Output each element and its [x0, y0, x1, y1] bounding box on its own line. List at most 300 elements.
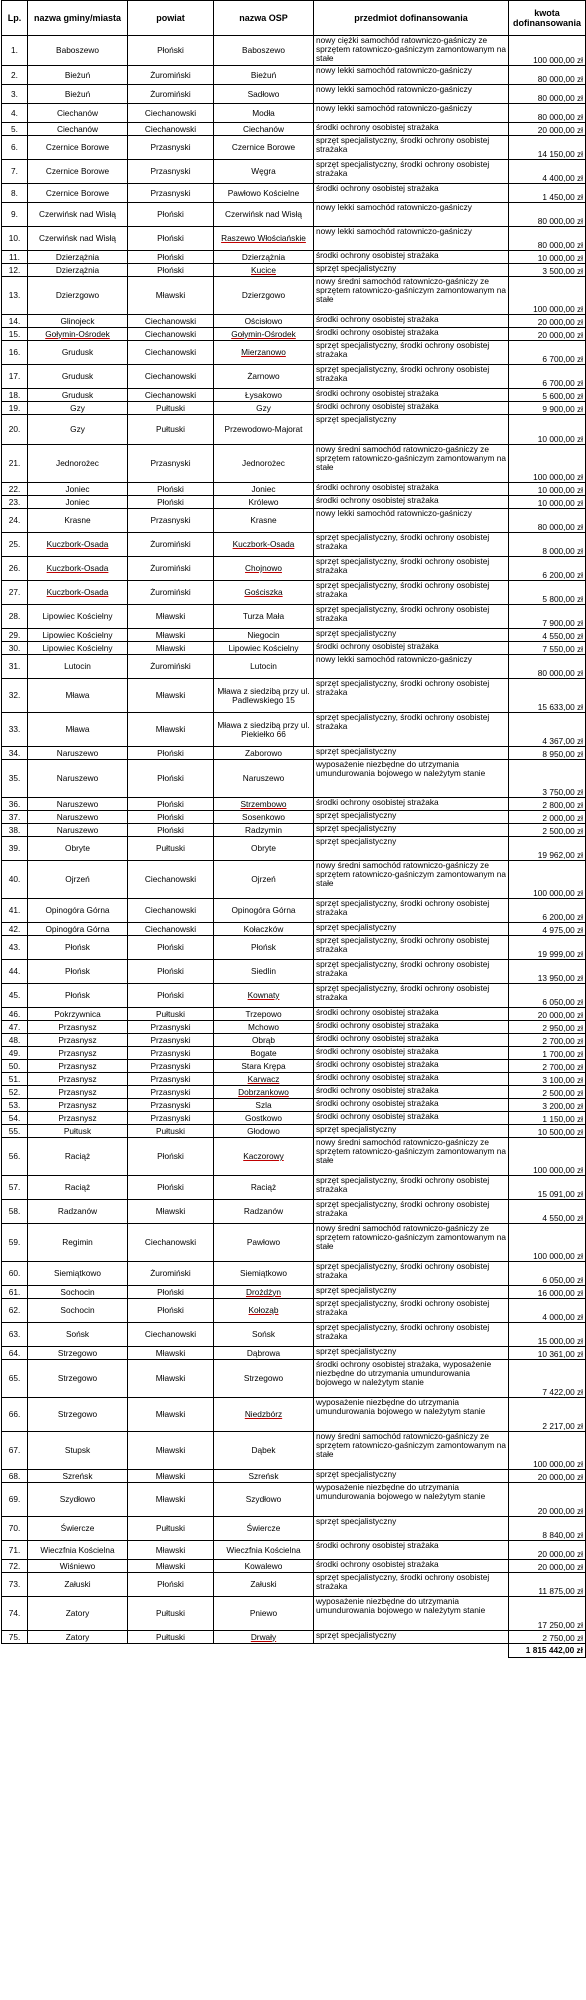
table-row: [2, 1573, 586, 1597]
row-kwota: 16 000,00 zł: [509, 1286, 586, 1299]
row-osp: Krasne: [214, 509, 314, 533]
row-osp: Kownaty: [214, 984, 314, 1008]
row-przedmiot: sprzęt specjalistyczny, środki ochrony osobistej strażaka: [314, 136, 509, 160]
row-lp: 62.: [2, 1299, 28, 1323]
table-row: [2, 1034, 586, 1047]
row-lp: 74.: [2, 1597, 28, 1631]
row-osp: Raciąż: [214, 1176, 314, 1200]
row-gmina: Raciąż: [28, 1138, 128, 1176]
row-przedmiot: wyposażenie niezbędne do utrzymania umundurowania bojowego w należytym stanie: [314, 1483, 509, 1517]
table-row: [2, 415, 586, 445]
row-osp: Sadłowo: [214, 85, 314, 104]
row-powiat: Płoński: [128, 747, 214, 760]
row-powiat: Mławski: [128, 629, 214, 642]
row-przedmiot: wyposażenie niezbędne do utrzymania umundurowania bojowego w należytym stanie: [314, 1597, 509, 1631]
row-przedmiot: sprzęt specjalistyczny: [314, 1470, 509, 1483]
row-osp: Przewodowo-Majorat: [214, 415, 314, 445]
row-lp: 44.: [2, 960, 28, 984]
row-osp: Czernice Borowe: [214, 136, 314, 160]
row-powiat: Żuromiński: [128, 85, 214, 104]
row-lp: 59.: [2, 1224, 28, 1262]
row-powiat: Ciechanowski: [128, 104, 214, 123]
table-row: [2, 655, 586, 679]
row-gmina: Zatory: [28, 1597, 128, 1631]
row-lp: 67.: [2, 1432, 28, 1470]
table-row: [2, 66, 586, 85]
row-osp: Baboszewo: [214, 36, 314, 66]
row-lp: 1.: [2, 36, 28, 66]
row-kwota: 20 000,00 zł: [509, 315, 586, 328]
row-kwota: 2 950,00 zł: [509, 1021, 586, 1034]
row-gmina: Przasnysz: [28, 1034, 128, 1047]
row-lp: 63.: [2, 1323, 28, 1347]
table-row: [2, 315, 586, 328]
row-kwota: 15 633,00 zł: [509, 679, 586, 713]
row-gmina: Kuczbork-Osada: [28, 533, 128, 557]
row-gmina: Przasnysz: [28, 1086, 128, 1099]
row-przedmiot: nowy lekki samochód ratowniczo-gaśniczy: [314, 85, 509, 104]
row-lp: 39.: [2, 837, 28, 861]
row-gmina: Joniec: [28, 483, 128, 496]
row-przedmiot: środki ochrony osobistej strażaka: [314, 402, 509, 415]
row-gmina: Opinogóra Górna: [28, 899, 128, 923]
row-osp: Łysakowo: [214, 389, 314, 402]
row-kwota: 4 000,00 zł: [509, 1299, 586, 1323]
row-przedmiot: środki ochrony osobistej strażaka: [314, 483, 509, 496]
row-gmina: Naruszewo: [28, 747, 128, 760]
row-osp: Trzepowo: [214, 1008, 314, 1021]
row-gmina: Kuczbork-Osada: [28, 557, 128, 581]
row-przedmiot: nowy lekki samochód ratowniczo-gaśniczy: [314, 203, 509, 227]
row-osp: Mława z siedzibą przy ul. Piekiełko 66: [214, 713, 314, 747]
row-powiat: Ciechanowski: [128, 1323, 214, 1347]
table-row: [2, 629, 586, 642]
row-gmina: Stupsk: [28, 1432, 128, 1470]
row-gmina: Płońsk: [28, 936, 128, 960]
row-osp: Płońsk: [214, 936, 314, 960]
row-osp: Ciechanów: [214, 123, 314, 136]
row-osp: Joniec: [214, 483, 314, 496]
row-przedmiot: sprzęt specjalistyczny, środki ochrony osobistej strażaka: [314, 605, 509, 629]
row-kwota: 100 000,00 zł: [509, 277, 586, 315]
row-kwota: 2 500,00 zł: [509, 824, 586, 837]
row-kwota: 8 000,00 zł: [509, 533, 586, 557]
row-kwota: 20 000,00 zł: [509, 328, 586, 341]
row-kwota: 20 000,00 zł: [509, 1560, 586, 1573]
row-powiat: Płoński: [128, 984, 214, 1008]
row-lp: 24.: [2, 509, 28, 533]
table-row: [2, 837, 586, 861]
row-powiat: Mławski: [128, 1470, 214, 1483]
row-przedmiot: sprzęt specjalistyczny, środki ochrony osobistej strażaka: [314, 1262, 509, 1286]
row-kwota: 7 422,00 zł: [509, 1360, 586, 1398]
row-osp: Sosenkowo: [214, 811, 314, 824]
table-row: [2, 251, 586, 264]
row-powiat: Mławski: [128, 1483, 214, 1517]
row-gmina: Wieczfnia Kościelna: [28, 1541, 128, 1560]
row-kwota: 19 999,00 zł: [509, 936, 586, 960]
row-lp: 19.: [2, 402, 28, 415]
row-gmina: Obryte: [28, 837, 128, 861]
row-powiat: Ciechanowski: [128, 861, 214, 899]
row-lp: 68.: [2, 1470, 28, 1483]
row-kwota: 6 050,00 zł: [509, 1262, 586, 1286]
row-gmina: Mława: [28, 713, 128, 747]
row-powiat: Ciechanowski: [128, 923, 214, 936]
table-row: [2, 328, 586, 341]
table-row: [2, 341, 586, 365]
row-lp: 73.: [2, 1573, 28, 1597]
row-lp: 64.: [2, 1347, 28, 1360]
row-przedmiot: sprzęt specjalistyczny, środki ochrony osobistej strażaka: [314, 557, 509, 581]
row-powiat: Mławski: [128, 1347, 214, 1360]
row-powiat: Płoński: [128, 1286, 214, 1299]
row-gmina: Strzegowo: [28, 1360, 128, 1398]
row-powiat: Przasnyski: [128, 445, 214, 483]
row-powiat: Płoński: [128, 824, 214, 837]
row-kwota: 6 050,00 zł: [509, 984, 586, 1008]
row-kwota: 100 000,00 zł: [509, 861, 586, 899]
row-przedmiot: sprzęt specjalistyczny, środki ochrony osobistej strażaka: [314, 1176, 509, 1200]
row-przedmiot: nowy średni samochód ratowniczo-gaśniczy ze sprzętem ratowniczo-gaśniczym zamontowanym na stałe: [314, 861, 509, 899]
row-powiat: Przasnyski: [128, 1112, 214, 1125]
row-kwota: 2 750,00 zł: [509, 1631, 586, 1644]
row-przedmiot: sprzęt specjalistyczny: [314, 747, 509, 760]
row-gmina: Czernice Borowe: [28, 136, 128, 160]
row-kwota: 6 700,00 zł: [509, 341, 586, 365]
row-przedmiot: środki ochrony osobistej strażaka: [314, 315, 509, 328]
row-lp: 22.: [2, 483, 28, 496]
row-osp: Pniewo: [214, 1597, 314, 1631]
row-kwota: 1 150,00 zł: [509, 1112, 586, 1125]
row-osp: Modła: [214, 104, 314, 123]
table-row: [2, 365, 586, 389]
row-gmina: Naruszewo: [28, 760, 128, 798]
row-powiat: Przasnyski: [128, 1099, 214, 1112]
row-przedmiot: nowy lekki samochód ratowniczo-gaśniczy: [314, 227, 509, 251]
row-lp: 30.: [2, 642, 28, 655]
row-przedmiot: nowy lekki samochód ratowniczo-gaśniczy: [314, 104, 509, 123]
row-przedmiot: sprzęt specjalistyczny: [314, 923, 509, 936]
row-osp: Zaborowo: [214, 747, 314, 760]
row-osp: Strzegowo: [214, 1360, 314, 1398]
table-row: [2, 1517, 586, 1541]
table-row: [2, 1073, 586, 1086]
row-kwota: 20 000,00 zł: [509, 1483, 586, 1517]
row-lp: 23.: [2, 496, 28, 509]
row-gmina: Grudusk: [28, 341, 128, 365]
row-osp: Szreńsk: [214, 1470, 314, 1483]
row-kwota: 2 700,00 zł: [509, 1034, 586, 1047]
row-gmina: Czerwińsk nad Wisłą: [28, 203, 128, 227]
table-row: [2, 1176, 586, 1200]
row-powiat: Mławski: [128, 642, 214, 655]
row-powiat: Mławski: [128, 1360, 214, 1398]
row-gmina: Przasnysz: [28, 1060, 128, 1073]
row-kwota: 20 000,00 zł: [509, 1008, 586, 1021]
row-powiat: Mławski: [128, 1541, 214, 1560]
row-powiat: Przasnyski: [128, 136, 214, 160]
row-przedmiot: sprzęt specjalistyczny, środki ochrony osobistej strażaka: [314, 341, 509, 365]
table-row: [2, 203, 586, 227]
row-powiat: Płoński: [128, 36, 214, 66]
row-kwota: 1 450,00 zł: [509, 184, 586, 203]
row-lp: 18.: [2, 389, 28, 402]
row-powiat: Mławski: [128, 1200, 214, 1224]
total-row: [2, 1644, 586, 1658]
row-gmina: Wiśniewo: [28, 1560, 128, 1573]
row-gmina: Radzanów: [28, 1200, 128, 1224]
row-przedmiot: środki ochrony osobistej strażaka: [314, 389, 509, 402]
row-kwota: 3 100,00 zł: [509, 1073, 586, 1086]
row-gmina: Szydłowo: [28, 1483, 128, 1517]
row-lp: 41.: [2, 899, 28, 923]
table-row: [2, 1262, 586, 1286]
row-lp: 66.: [2, 1398, 28, 1432]
table-row: [2, 899, 586, 923]
row-kwota: 4 400,00 zł: [509, 160, 586, 184]
table-row: [2, 509, 586, 533]
row-powiat: Przasnyski: [128, 1021, 214, 1034]
row-przedmiot: nowy lekki samochód ratowniczo-gaśniczy: [314, 655, 509, 679]
row-osp: Głodowo: [214, 1125, 314, 1138]
row-kwota: 3 750,00 zł: [509, 760, 586, 798]
row-gmina: Gołymin-Ośrodek: [28, 328, 128, 341]
row-gmina: Kuczbork-Osada: [28, 581, 128, 605]
row-osp: Drwały: [214, 1631, 314, 1644]
table-row: [2, 1432, 586, 1470]
row-przedmiot: nowy lekki samochód ratowniczo-gaśniczy: [314, 509, 509, 533]
table-row: [2, 123, 586, 136]
row-osp: Dobrzankowo: [214, 1086, 314, 1099]
row-kwota: 10 000,00 zł: [509, 415, 586, 445]
table-header-row: [2, 1, 586, 36]
row-powiat: Mławski: [128, 1560, 214, 1573]
row-powiat: Pułtuski: [128, 1008, 214, 1021]
row-gmina: Bieżuń: [28, 66, 128, 85]
row-gmina: Załuski: [28, 1573, 128, 1597]
row-powiat: Płoński: [128, 1573, 214, 1597]
row-osp: Gościszka: [214, 581, 314, 605]
row-przedmiot: środki ochrony osobistej strażaka: [314, 1099, 509, 1112]
table-row: [2, 184, 586, 203]
row-powiat: Ciechanowski: [128, 365, 214, 389]
header-gmina: nazwa gminy/miasta: [28, 1, 128, 36]
row-gmina: Szreńsk: [28, 1470, 128, 1483]
row-gmina: Świercze: [28, 1517, 128, 1541]
row-gmina: Raciąż: [28, 1176, 128, 1200]
row-powiat: Pułtuski: [128, 415, 214, 445]
row-przedmiot: środki ochrony osobistej strażaka: [314, 1086, 509, 1099]
row-powiat: Płoński: [128, 203, 214, 227]
row-lp: 17.: [2, 365, 28, 389]
table-row: [2, 642, 586, 655]
row-lp: 12.: [2, 264, 28, 277]
row-powiat: Ciechanowski: [128, 899, 214, 923]
row-powiat: Ciechanowski: [128, 341, 214, 365]
row-powiat: Mławski: [128, 1432, 214, 1470]
row-powiat: Płoński: [128, 251, 214, 264]
row-gmina: Strzegowo: [28, 1398, 128, 1432]
row-kwota: 100 000,00 zł: [509, 1432, 586, 1470]
row-osp: Radzymin: [214, 824, 314, 837]
row-gmina: Strzegowo: [28, 1347, 128, 1360]
row-powiat: Pułtuski: [128, 837, 214, 861]
row-przedmiot: sprzęt specjalistyczny: [314, 824, 509, 837]
row-powiat: Ciechanowski: [128, 328, 214, 341]
table-row: [2, 496, 586, 509]
table-row: [2, 861, 586, 899]
row-gmina: Bieżuń: [28, 85, 128, 104]
row-powiat: Mławski: [128, 679, 214, 713]
row-kwota: 5 800,00 zł: [509, 581, 586, 605]
table-row: [2, 136, 586, 160]
row-gmina: Lutocin: [28, 655, 128, 679]
row-kwota: 9 900,00 zł: [509, 402, 586, 415]
row-przedmiot: sprzęt specjalistyczny: [314, 264, 509, 277]
table-row: [2, 1112, 586, 1125]
row-powiat: Przasnyski: [128, 1034, 214, 1047]
row-lp: 51.: [2, 1073, 28, 1086]
row-powiat: Mławski: [128, 1398, 214, 1432]
row-gmina: Przasnysz: [28, 1073, 128, 1086]
row-powiat: Płoński: [128, 960, 214, 984]
row-kwota: 6 200,00 zł: [509, 557, 586, 581]
row-powiat: Mławski: [128, 713, 214, 747]
row-przedmiot: środki ochrony osobistej strażaka: [314, 1560, 509, 1573]
row-kwota: 20 000,00 zł: [509, 123, 586, 136]
row-osp: Ościsłowo: [214, 315, 314, 328]
row-powiat: Płoński: [128, 760, 214, 798]
table-row: [2, 277, 586, 315]
table-row: [2, 1323, 586, 1347]
row-lp: 28.: [2, 605, 28, 629]
row-gmina: Gzy: [28, 415, 128, 445]
row-lp: 34.: [2, 747, 28, 760]
row-lp: 38.: [2, 824, 28, 837]
row-lp: 65.: [2, 1360, 28, 1398]
row-gmina: Gzy: [28, 402, 128, 415]
row-osp: Szla: [214, 1099, 314, 1112]
row-osp: Raszewo Włościańskie: [214, 227, 314, 251]
row-osp: Naruszewo: [214, 760, 314, 798]
row-przedmiot: sprzęt specjalistyczny, środki ochrony osobistej strażaka: [314, 160, 509, 184]
row-powiat: Przasnyski: [128, 1073, 214, 1086]
row-przedmiot: sprzęt specjalistyczny: [314, 629, 509, 642]
row-powiat: Przasnyski: [128, 160, 214, 184]
row-osp: Mława z siedzibą przy ul. Padlewskiego 15: [214, 679, 314, 713]
row-przedmiot: sprzęt specjalistyczny, środki ochrony osobistej strażaka: [314, 960, 509, 984]
row-osp: Siedlin: [214, 960, 314, 984]
table-row: [2, 747, 586, 760]
row-lp: 35.: [2, 760, 28, 798]
table-row: [2, 1483, 586, 1517]
row-przedmiot: nowy ciężki samochód ratowniczo-gaśniczy ze sprzętem ratowniczo-gaśniczym zamontowanym na stałe: [314, 36, 509, 66]
row-lp: 26.: [2, 557, 28, 581]
row-przedmiot: środki ochrony osobistej strażaka: [314, 1047, 509, 1060]
row-przedmiot: środki ochrony osobistej strażaka: [314, 1073, 509, 1086]
row-kwota: 20 000,00 zł: [509, 1541, 586, 1560]
table-row: [2, 483, 586, 496]
row-przedmiot: nowy średni samochód ratowniczo-gaśniczy ze sprzętem ratowniczo-gaśniczym zamontowanym na stałe: [314, 1224, 509, 1262]
row-lp: 70.: [2, 1517, 28, 1541]
row-gmina: Sochocin: [28, 1286, 128, 1299]
row-osp: Pawłowo: [214, 1224, 314, 1262]
row-przedmiot: środki ochrony osobistej strażaka: [314, 798, 509, 811]
row-gmina: Czernice Borowe: [28, 184, 128, 203]
row-lp: 6.: [2, 136, 28, 160]
row-osp: Dzierzążnia: [214, 251, 314, 264]
row-powiat: Pułtuski: [128, 1597, 214, 1631]
row-osp: Mierzanowo: [214, 341, 314, 365]
row-kwota: 8 950,00 zł: [509, 747, 586, 760]
table-row: [2, 1021, 586, 1034]
row-lp: 57.: [2, 1176, 28, 1200]
row-osp: Jednorożec: [214, 445, 314, 483]
row-powiat: Przasnyski: [128, 184, 214, 203]
row-powiat: Przasnyski: [128, 1060, 214, 1073]
row-przedmiot: sprzęt specjalistyczny, środki ochrony osobistej strażaka: [314, 984, 509, 1008]
table-row: [2, 679, 586, 713]
row-gmina: Zatory: [28, 1631, 128, 1644]
table-row: [2, 760, 586, 798]
row-lp: 36.: [2, 798, 28, 811]
row-kwota: 80 000,00 zł: [509, 104, 586, 123]
table-row: [2, 1086, 586, 1099]
row-lp: 3.: [2, 85, 28, 104]
row-kwota: 14 150,00 zł: [509, 136, 586, 160]
row-kwota: 13 950,00 zł: [509, 960, 586, 984]
table-row: [2, 264, 586, 277]
row-powiat: Płoński: [128, 1299, 214, 1323]
table-row: [2, 1560, 586, 1573]
row-osp: Karwacz: [214, 1073, 314, 1086]
row-gmina: Sońsk: [28, 1323, 128, 1347]
row-osp: Obryte: [214, 837, 314, 861]
row-lp: 60.: [2, 1262, 28, 1286]
table-row: [2, 798, 586, 811]
row-gmina: Dzierzążnia: [28, 251, 128, 264]
table-row: [2, 713, 586, 747]
row-kwota: 7 550,00 zł: [509, 642, 586, 655]
row-kwota: 15 000,00 zł: [509, 1323, 586, 1347]
row-przedmiot: sprzęt specjalistyczny, środki ochrony osobistej strażaka: [314, 581, 509, 605]
row-gmina: Pokrzywnica: [28, 1008, 128, 1021]
row-kwota: 80 000,00 zł: [509, 509, 586, 533]
row-lp: 16.: [2, 341, 28, 365]
row-osp: Wieczfnia Kościelna: [214, 1541, 314, 1560]
row-osp: Lutocin: [214, 655, 314, 679]
row-lp: 48.: [2, 1034, 28, 1047]
row-przedmiot: sprzęt specjalistyczny: [314, 415, 509, 445]
row-lp: 15.: [2, 328, 28, 341]
table-row: [2, 389, 586, 402]
row-powiat: Płoński: [128, 496, 214, 509]
row-kwota: 5 600,00 zł: [509, 389, 586, 402]
row-kwota: 6 700,00 zł: [509, 365, 586, 389]
row-osp: Ojrzeń: [214, 861, 314, 899]
table-row: [2, 1099, 586, 1112]
row-powiat: Żuromiński: [128, 1262, 214, 1286]
row-osp: Pawłowo Kościelne: [214, 184, 314, 203]
row-kwota: 7 900,00 zł: [509, 605, 586, 629]
row-kwota: 8 840,00 zł: [509, 1517, 586, 1541]
row-gmina: Glinojeck: [28, 315, 128, 328]
row-powiat: Płoński: [128, 264, 214, 277]
row-kwota: 2 217,00 zł: [509, 1398, 586, 1432]
row-lp: 37.: [2, 811, 28, 824]
row-kwota: 4 975,00 zł: [509, 923, 586, 936]
